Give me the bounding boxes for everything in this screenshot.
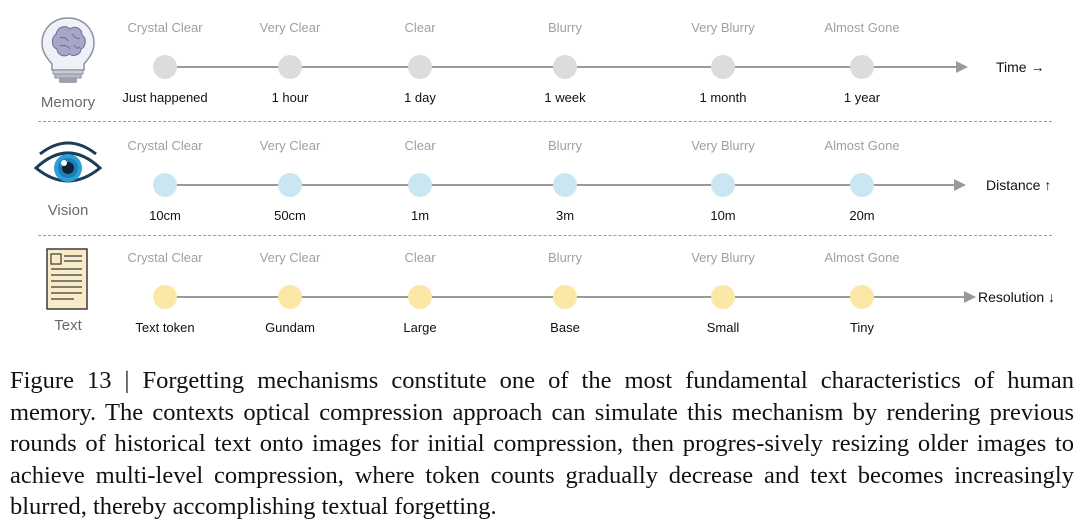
stage-dot — [850, 173, 874, 197]
stage-dot — [278, 285, 302, 309]
tick-label: 1 year — [843, 90, 881, 105]
arrow-head-icon — [956, 61, 968, 73]
tick-label: 10cm — [149, 208, 181, 223]
stage-dot — [278, 173, 302, 197]
stage-dot — [153, 285, 177, 309]
clarity-label: Blurry — [548, 138, 582, 153]
tick-label: Large — [403, 320, 437, 335]
clarity-label: Very Blurry — [691, 250, 755, 265]
axis-label: Time → — [996, 59, 1045, 75]
tick-label: 1 day — [404, 90, 436, 105]
tick-label: Just happened — [122, 90, 208, 105]
tick-label: 10m — [710, 208, 736, 223]
axis-label: Resolution ↓ — [978, 289, 1056, 305]
clarity-label: Very Blurry — [691, 138, 755, 153]
clarity-label: Very Clear — [259, 20, 321, 35]
tick-label: 50cm — [274, 208, 306, 223]
tick-label: 1 week — [544, 90, 586, 105]
stage-dot — [553, 173, 577, 197]
stage-dot — [278, 55, 302, 79]
stage-dot — [153, 173, 177, 197]
clarity-label: Very Blurry — [691, 20, 755, 35]
eye-icon — [30, 132, 106, 202]
tick-label: Tiny — [849, 320, 875, 335]
axis-label: Distance ↑ — [986, 177, 1052, 193]
tick-label: Base — [550, 320, 580, 335]
vision-row — [0, 118, 1080, 233]
stage-dot — [711, 285, 735, 309]
clarity-label: Clear — [404, 138, 436, 153]
tick-label: 1m — [410, 208, 430, 223]
memory-row — [0, 0, 1080, 115]
tick-label: 1 month — [699, 90, 747, 105]
clarity-label: Blurry — [548, 250, 582, 265]
clarity-label: Clear — [404, 250, 436, 265]
text-row — [0, 231, 1080, 346]
stage-dot — [153, 55, 177, 79]
tick-label: 3m — [555, 208, 575, 223]
clarity-label: Clear — [404, 20, 436, 35]
row-label: Text — [54, 317, 82, 334]
stage-dot — [711, 173, 735, 197]
clarity-label: Very Clear — [259, 250, 321, 265]
tick-label: Small — [706, 320, 740, 335]
row-label: Vision — [47, 202, 89, 219]
clarity-label: Crystal Clear — [127, 138, 203, 153]
stage-dot — [711, 55, 735, 79]
clarity-label: Almost Gone — [824, 138, 900, 153]
clarity-label: Blurry — [548, 20, 582, 35]
row-label: Memory — [40, 94, 96, 111]
stage-dot — [408, 285, 432, 309]
arrow-head-icon — [954, 179, 966, 191]
stage-dot — [408, 55, 432, 79]
stage-dot — [553, 55, 577, 79]
stage-dot — [553, 285, 577, 309]
arrow-head-icon — [964, 291, 976, 303]
stage-dot — [850, 285, 874, 309]
tick-label: 1 hour — [271, 90, 309, 105]
stage-dot — [850, 55, 874, 79]
stage-dot — [408, 173, 432, 197]
lightbulb-brain-icon — [30, 14, 106, 84]
document-icon — [30, 245, 106, 315]
tick-label: Text token — [135, 320, 195, 335]
clarity-label: Almost Gone — [824, 20, 900, 35]
clarity-label: Crystal Clear — [127, 250, 203, 265]
clarity-label: Crystal Clear — [127, 20, 203, 35]
tick-label: 20m — [849, 208, 875, 223]
clarity-label: Very Clear — [259, 138, 321, 153]
figure-caption: Figure 13 | Forgetting mechanisms constitute one of the most fundamental characteristics of human memory. The contexts optical compression approach can simulate this mechanism by rendering previous rounds of historical text onto images for initial compression, then progres-sively resizing older images to achieve multi-level compression, where token counts gradually decrease and text becomes increasingly blurred, thereby accomplishing textual forgetting. — [10, 367, 1074, 520]
clarity-label: Almost Gone — [824, 250, 900, 265]
tick-label: Gundam — [265, 320, 315, 335]
